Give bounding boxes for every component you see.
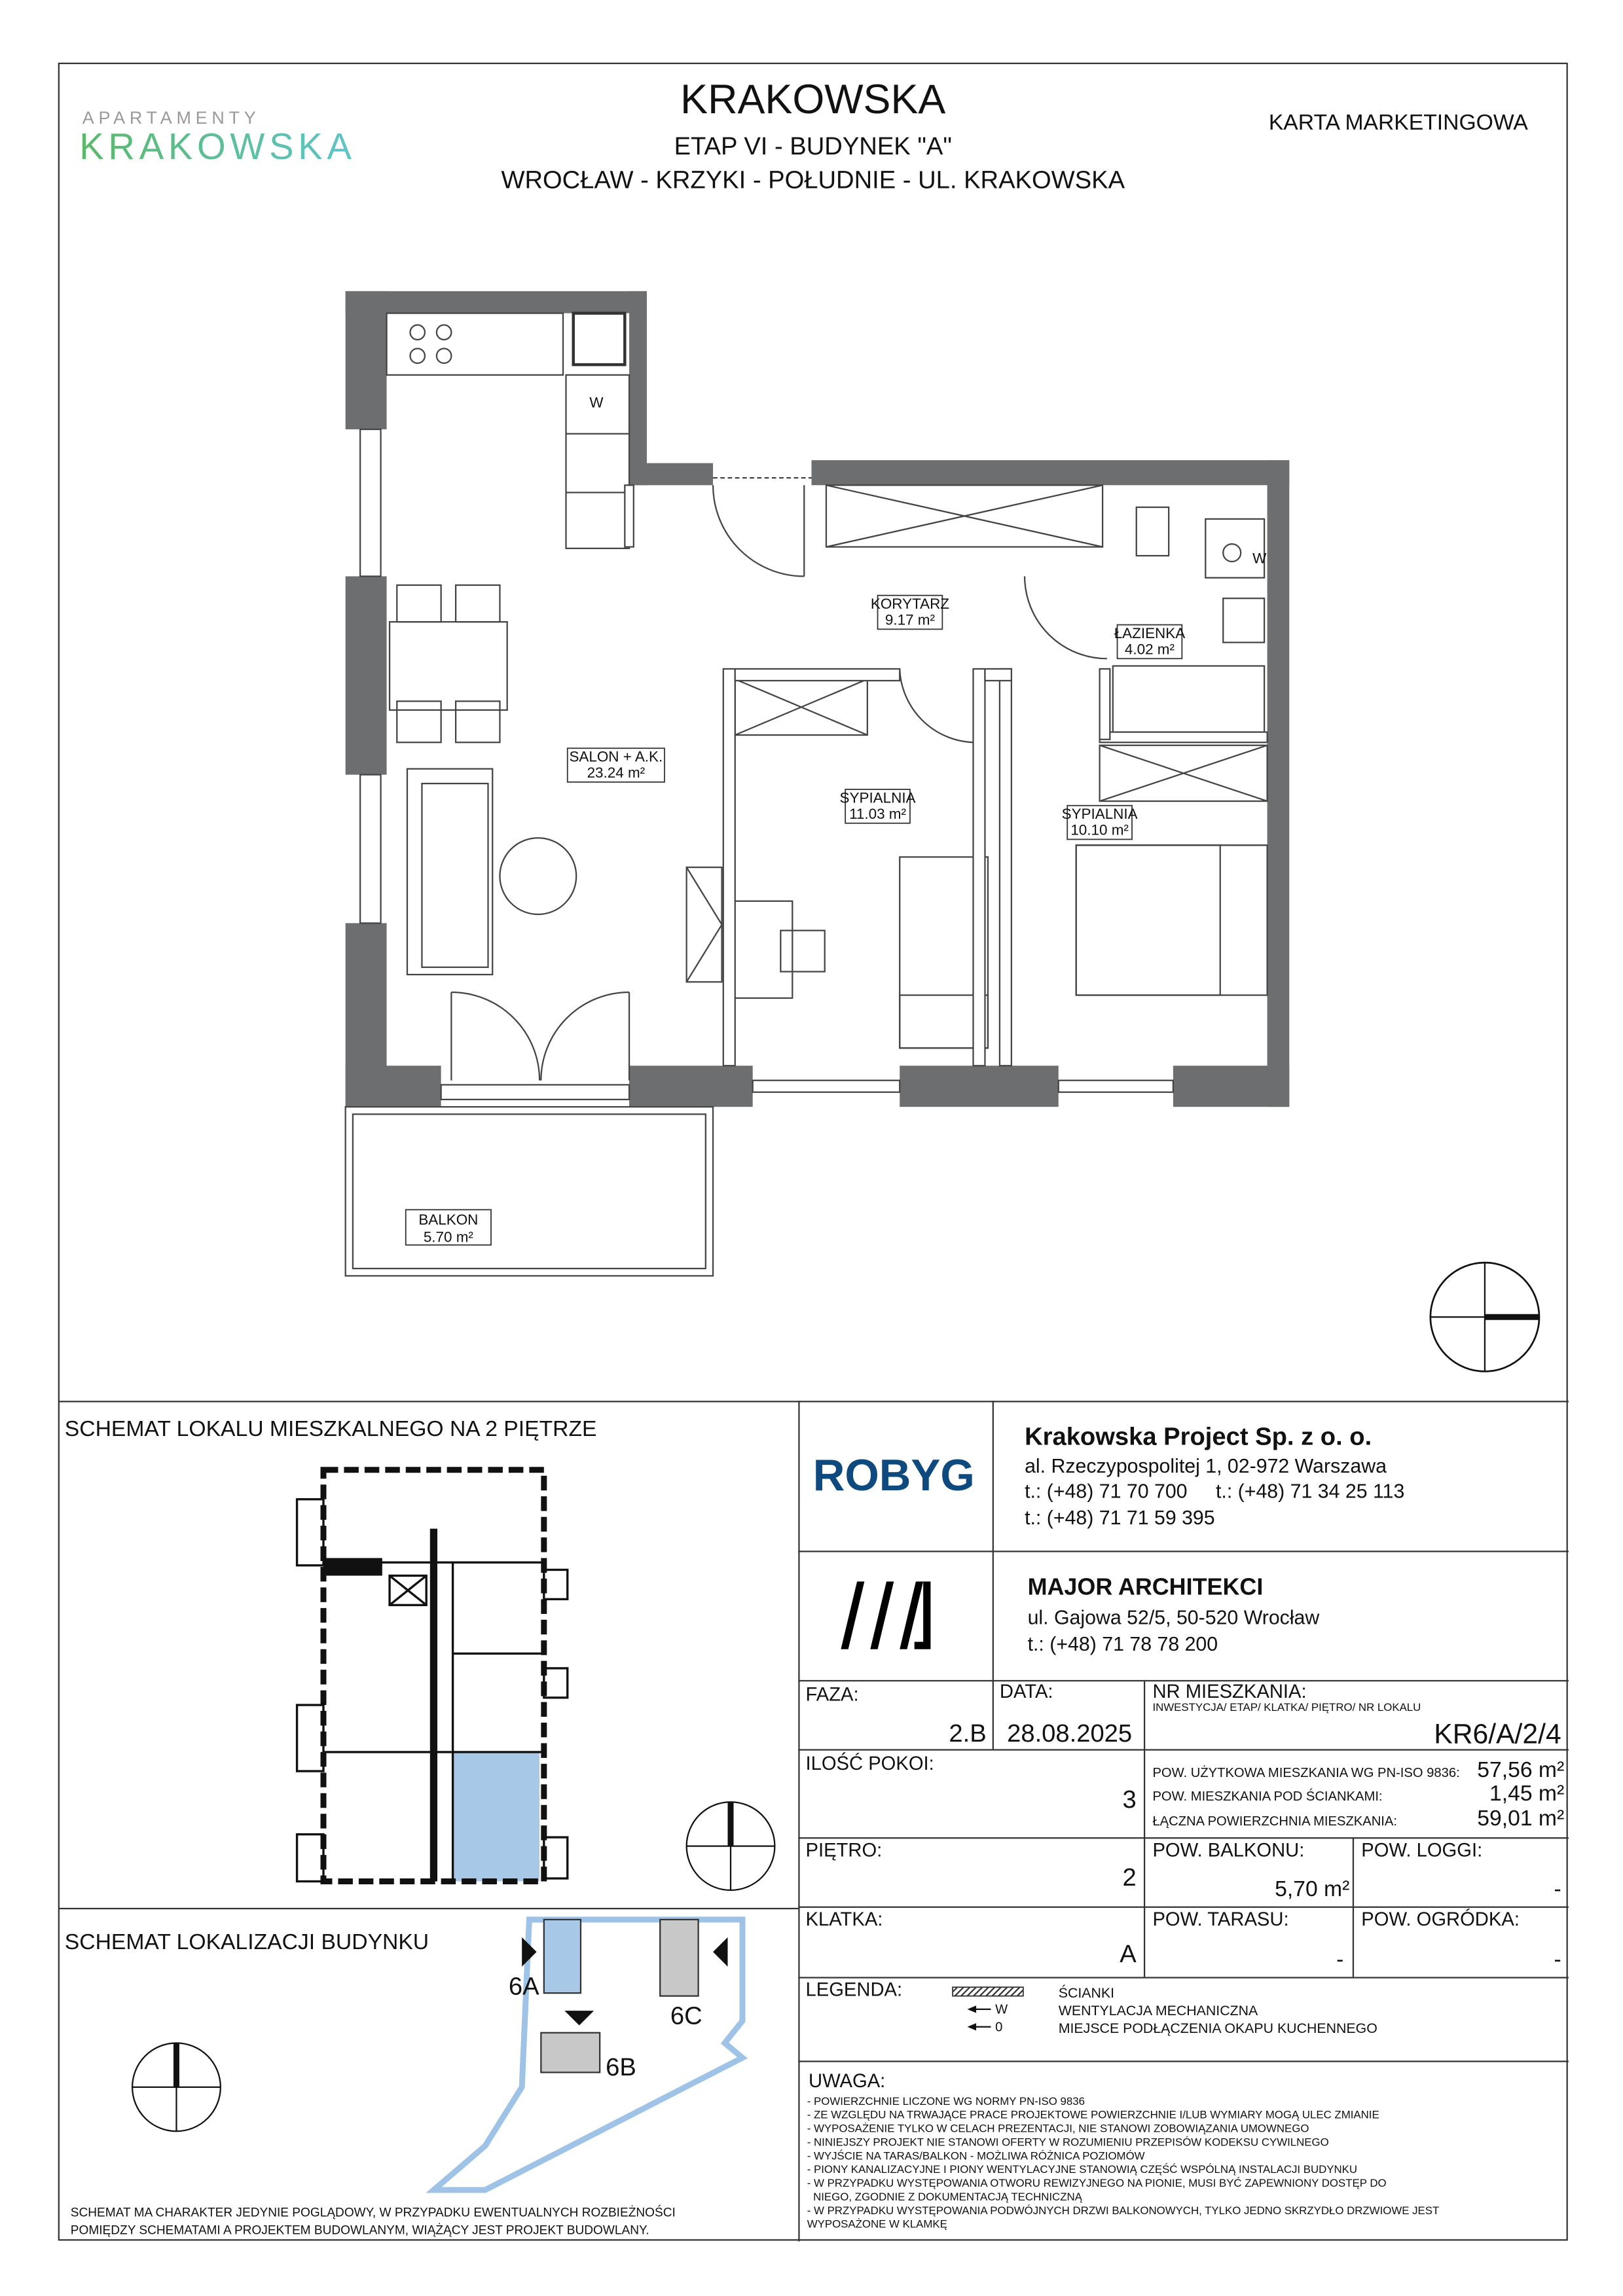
floor-schema: [297, 1470, 775, 1890]
pow-laczna-label: ŁĄCZNA POWIERZCHNIA MIESZKANIA:: [1152, 1814, 1397, 1829]
vent-arrow-icon: [968, 2003, 1008, 2017]
major-architekci-logo: [841, 1581, 930, 1649]
page-title: KRAKOWSKA: [680, 77, 946, 123]
note-line: - WYPOSAŻENIE TYLKO W CELACH PREZENTACJI, NIE STANOWI ZOBOWIĄZANIA UMOWNEGO: [807, 2122, 1309, 2135]
faza-label: FAZA:: [805, 1684, 859, 1706]
room-sypialnia-1: [840, 789, 916, 823]
legend-item: WENTYLACJA MECHANICZNA: [1058, 2002, 1258, 2018]
room-name: ŁAZIENKA: [1114, 624, 1186, 641]
vent-mark: W: [589, 394, 604, 411]
developer-address: al. Rzeczypospolitej 1, 02-972 Warszawa: [1025, 1456, 1387, 1478]
room-area: 23.24 m²: [587, 764, 646, 781]
note-line: - NINIEJSZY PROJEKT NIE STANOWI OFERTY W ROZUMIENIU PRZEPISÓW KODEKSU CYWILNEGO: [807, 2136, 1329, 2149]
note-line: - WYJŚCIE NA TARAS/BALKON - MOŻLIWA RÓŻNICA POZIOMÓW: [807, 2149, 1145, 2162]
taras-value: -: [1336, 1947, 1344, 1972]
note-line: NIEGO, ZGODNIE Z DOKUMENTACJĄ TECHNICZNĄ: [807, 2190, 1082, 2203]
hood-arrow-icon: [968, 2020, 1003, 2035]
svg-text:W: W: [995, 2002, 1008, 2017]
taras-label: POW. TARASU:: [1152, 1909, 1289, 1930]
ogrodek-value: -: [1554, 1947, 1561, 1972]
vent-mark: W: [1252, 550, 1267, 567]
note-line: - POWIERZCHNIE LICZONE WG NORMY PN-ISO 9836: [807, 2094, 1085, 2108]
room-name: SALON + A.K.: [569, 748, 663, 765]
loggia-value: -: [1554, 1876, 1561, 1901]
pokoje-label: ILOŚĆ POKOI:: [805, 1753, 934, 1774]
data-value: 28.08.2025: [1007, 1719, 1133, 1748]
room-area: 11.03 m²: [849, 806, 906, 823]
pietro-value: 2: [1122, 1863, 1137, 1892]
room-area: 5.70 m²: [423, 1229, 473, 1246]
room-salon: [568, 748, 665, 782]
architect-address: ul. Gajowa 52/5, 50-520 Wrocław: [1027, 1607, 1320, 1629]
pow-scianki-label: POW. MIESZKANIA POD ŚCIANKAMI:: [1152, 1789, 1383, 1804]
arrow-icon: [564, 2011, 594, 2025]
room-name: BALKON: [418, 1211, 479, 1228]
room-labels: [406, 596, 1185, 1246]
building-6b: [541, 2033, 600, 2073]
ogrodek-label: POW. OGRÓDKA:: [1361, 1909, 1520, 1930]
pow-uzytkowa-label: POW. UŻYTKOWA MIESZKANIA WG PN-ISO 9836:: [1152, 1766, 1460, 1781]
compass-icon: [687, 1802, 775, 1890]
balkon-value: 5,70 m²: [1275, 1876, 1350, 1901]
note-line: - ZE WZGLĘDU NA TRWAJĄCE PRACE PROJEKTOWE POWIERZCHNIE I/LUB WYMIARY MOGĄ ULEC ZMIANIE: [807, 2108, 1379, 2121]
pow-scianki-value: 1,45 m²: [1489, 1781, 1565, 1806]
developer-phone: t.: (+48) 71 70 700: [1025, 1480, 1188, 1503]
compass-icon: [132, 2043, 221, 2131]
architect-phone: t.: (+48) 71 78 78 200: [1027, 1633, 1218, 1655]
data-label: DATA:: [999, 1681, 1053, 1702]
pow-uzytkowa-value: 57,56 m²: [1477, 1758, 1565, 1783]
building-label: 6B: [606, 2053, 636, 2081]
hatch-icon: [953, 1987, 1023, 1996]
legend-item: ŚCIANKI: [1058, 1984, 1115, 2001]
arrow-icon: [713, 1937, 727, 1967]
klatka-value: A: [1120, 1939, 1137, 1968]
pow-laczna-value: 59,01 m²: [1477, 1806, 1565, 1831]
page-address: WROCŁAW - KRZYKI - POŁUDNIE - UL. KRAKOWSKA: [501, 166, 1125, 194]
room-area: 4.02 m²: [1124, 641, 1175, 658]
building-label: 6C: [670, 2001, 702, 2030]
developer-name: Krakowska Project Sp. z o. o.: [1025, 1422, 1372, 1451]
note-line: - W PRZYPADKU WYSTĘPOWANIA OTWORU REWIZYJNEGO NA PIONIE, MUSI BYĆ ZAPEWNIONY DOSTĘP DO: [807, 2177, 1387, 2190]
note-line: - PIONY KANALIZACYJNE I PIONY WENTYLACYJNE STANOWIĄ CZĘŚĆ WSPÓLNĄ INSTALACJI BUDYNKU: [807, 2163, 1358, 2176]
room-area: 10.10 m²: [1070, 821, 1129, 838]
developer-phone: t.: (+48) 71 71 59 395: [1025, 1507, 1215, 1529]
room-name: SYPIALNIA: [1061, 806, 1138, 823]
nr-value: KR6/A/2/4: [1434, 1718, 1561, 1750]
legend-title: LEGENDA:: [805, 1979, 903, 2001]
schema-floor-title: SCHEMAT LOKALU MIESZKALNEGO NA 2 PIĘTRZE: [64, 1417, 597, 1442]
logo-main-text: KRAKOWSKA: [79, 125, 356, 167]
legend-item: MIEJSCE PODŁĄCZENIA OKAPU KUCHENNEGO: [1058, 2020, 1377, 2036]
nr-label: NR MIESZKANIA:: [1152, 1681, 1307, 1702]
balkon-label: POW. BALKONU:: [1152, 1840, 1305, 1861]
faza-value: 2.B: [949, 1719, 987, 1748]
floor-plan: [346, 291, 1539, 1371]
location-map: [132, 1920, 742, 2190]
notes-title: UWAGA:: [809, 2070, 886, 2092]
note-line: WYPOSAŻONE W KLAMKĘ: [807, 2217, 947, 2231]
pietro-label: PIĘTRO:: [805, 1840, 883, 1861]
room-balkon: [406, 1210, 491, 1245]
nr-sublabel: INWESTYCJA/ ETAP/ KLATKA/ PIĘTRO/ NR LOKALU: [1152, 1701, 1421, 1714]
document-type: KARTA MARKETINGOWA: [1268, 110, 1528, 135]
schema-location-title: SCHEMAT LOKALIZACJI BUDYNKU: [64, 1929, 429, 1954]
svg-text:0: 0: [995, 2020, 1003, 2035]
brand-logo: [79, 108, 356, 167]
building-6a: [544, 1920, 581, 1993]
note-line: - W PRZYPADKU WYSTĘPOWANIA PODWÓJNYCH DRZWI BALKONOWYCH, TYLKO JEDNO SKRZYDŁO DRZWIOWE JEST: [807, 2204, 1440, 2217]
room-sypialnia-2: [1062, 806, 1138, 840]
compass-icon: [1431, 1263, 1539, 1371]
logo-top-text: APARTAMENTY: [82, 107, 261, 128]
page-subtitle: ETAP VI - BUDYNEK "A": [674, 132, 952, 161]
room-korytarz: [871, 596, 949, 630]
room-area: 9.17 m²: [884, 611, 935, 628]
robyg-logo: ROBYG: [812, 1451, 975, 1501]
room-name: SYPIALNIA: [839, 789, 916, 806]
building-label: 6A: [508, 1972, 539, 2001]
notes-list: [807, 2095, 1440, 2231]
klatka-label: KLATKA:: [805, 1909, 883, 1930]
schema-note: SCHEMAT MA CHARAKTER JEDYNIE POGLĄDOWY, W PRZYPADKU EWENTUALNYCH ROZBIEŻNOŚCI: [70, 2206, 676, 2220]
pokoje-value: 3: [1122, 1785, 1137, 1814]
schema-note: POMIĘDZY SCHEMATAMI A PROJEKTEM BUDOWLANYM, WIĄŻĄCY JEST PROJEKT BUDOWLANY.: [70, 2223, 649, 2238]
building-6c: [660, 1920, 698, 1996]
architect-name: MAJOR ARCHITEKCI: [1027, 1573, 1264, 1600]
loggia-label: POW. LOGGI:: [1361, 1840, 1483, 1861]
outer-walls: [346, 291, 1290, 1107]
room-lazienka: [1114, 625, 1186, 659]
developer-phone: t.: (+48) 71 34 25 113: [1216, 1480, 1405, 1503]
room-name: KORYTARZ: [870, 595, 950, 612]
